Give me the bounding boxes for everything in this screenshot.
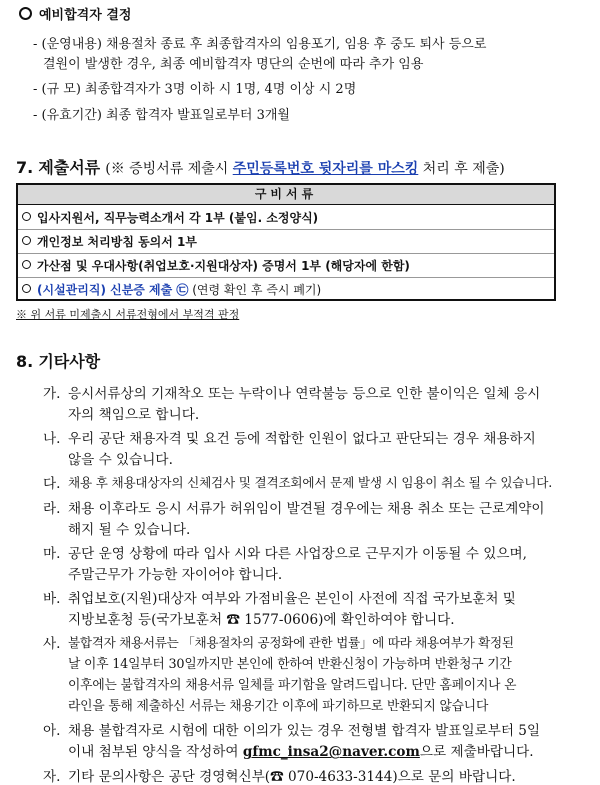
table-row: 입사지원서, 직무능력소개서 각 1부 (붙임. 소정양식) [18,205,554,230]
reserve-item-line: 결원이 발생한 경우, 최종 예비합격자 명단의 순번에 따라 추가 임용 [43,57,424,72]
section-number: 8. [16,352,34,371]
notice-line: 해지 될 수 있습니다. [68,521,191,538]
notice-line: 주말근무가 가능한 자이어야 합니다. [68,566,283,583]
table-row: 가산점 및 우대사항(취업보호·지원대상자) 증명서 1부 (해당자에 한함) [18,253,554,278]
masking-highlight: 주민등록번호 뒷자리를 마스킹 [232,161,419,177]
notice-mark: 나. [43,431,61,448]
notice-mark: 가. [43,386,61,402]
notice-line: 이내 첨부된 양식을 작성하여 gfmc_insa2@naver.com으로 제출바랍니다. [68,744,534,761]
notice-line: 불합격자 채용서류는 「채용절차의 공정화에 관한 법률」에 따라 채용여부가 확정된 [68,635,514,651]
bullet-circle-icon [22,212,31,221]
notice-line: 공단 운영 상황에 따라 입사 시와 다른 사업장으로 근무지가 이동될 수 있으며, [68,545,527,562]
notice-line: 응시서류상의 기재착오 또는 누락이나 연락불능 등으로 인한 불이익은 일체 응시 [68,386,541,402]
table-row: 개인정보 처리방침 동의서 1부 [18,229,554,254]
section-7-heading [16,155,505,178]
notice-line: 라인을 통해 제출하신 서류는 채용기간 이후에 파기하므로 반환되지 않습니다 [68,699,489,715]
reserve-item-line: - (규 모) 최종합격자가 3명 이하 시 1명, 4명 이상 시 2명 [33,82,357,97]
notice-line: 우리 공단 채용자격 및 요건 등에 적합한 인원이 없다고 판단되는 경우 채용하지 [68,431,536,448]
notice-line: 지방보훈청 등(국가보훈처 ☎ 1577-0606)에 확인하여야 합니다. [68,612,455,628]
notice-line: 날 이후 14일부터 30일까지만 본인에 한하여 반환신청이 가능하며 반환청구 기간 [68,657,512,673]
notice-mark: 바. [43,591,61,607]
email-link[interactable]: gfmc_insa2@naver.com [242,744,420,761]
required-docs-table [16,183,556,301]
notice-line: 이후에는 불합격자의 채용서류 일체를 파기함을 알려드립니다. 단만 홈페이지나 온 [68,678,517,694]
notice-mark: 라. [43,500,61,517]
section-title: 제출서류 [38,158,101,177]
bullet-circle-icon [22,260,31,269]
notice-line: 자의 책임으로 합니다. [68,407,200,423]
reserve-item-line: - (운영내용) 채용절차 종료 후 최종합격자의 임용포기, 임용 후 중도 퇴사 등으로 [33,37,487,52]
bullet-circle-icon [19,7,32,20]
notice-mark: 자. [43,768,61,785]
notice-line: 취업보호(지원)대상자 여부와 가점비율은 본인이 사전에 직접 국가보훈처 및 [68,591,516,607]
notice-line: 않을 수 있습니다. [68,452,173,469]
section-note: (※ 증빙서류 제출시 주민등록번호 뒷자리를 마스킹 처리 후 제출) [105,161,505,177]
table-header: 구비서류 [18,185,554,205]
section-number: 7. [16,158,34,177]
bullet-circle-icon [22,284,31,293]
reserve-item-line: - (유효기간) 최종 합격자 발표일로부터 3개월 [33,108,290,123]
bullet-circle-icon [22,236,31,245]
table-footnote: ※ 위 서류 미제출시 서류전형에서 부적격 판정 [16,308,240,321]
section-8-heading [16,349,100,372]
notice-line: 채용 이후라도 응시 서류가 허위임이 발견될 경우에는 채용 취소 또는 근로계약이 [68,500,545,517]
notice-line: 채용 불합격자로 시험에 대한 이의가 있는 경우 전형별 합격자 발표일로부터 5일 [68,723,541,740]
table-row: (시설관리직) 신분증 제출 ㉢ (연령 확인 후 즉시 폐기) [18,277,554,301]
notice-line: 채용 후 채용대상자의 신체검사 및 결격조회에서 문제 발생 시 임용이 취소 될 수 있습니다. [68,475,553,491]
notice-mark: 마. [43,545,61,562]
notice-mark: 다. [43,476,61,493]
section-title: 기타사항 [38,352,101,371]
notice-mark: 아. [43,723,61,740]
notice-mark: 사. [43,636,61,653]
reserve-heading: 예비합격자 결정 [39,8,132,23]
notice-line: 기타 문의사항은 공단 경영혁신부(☎ 070-4633-3144)으로 문의 바랍니다. [68,768,516,785]
